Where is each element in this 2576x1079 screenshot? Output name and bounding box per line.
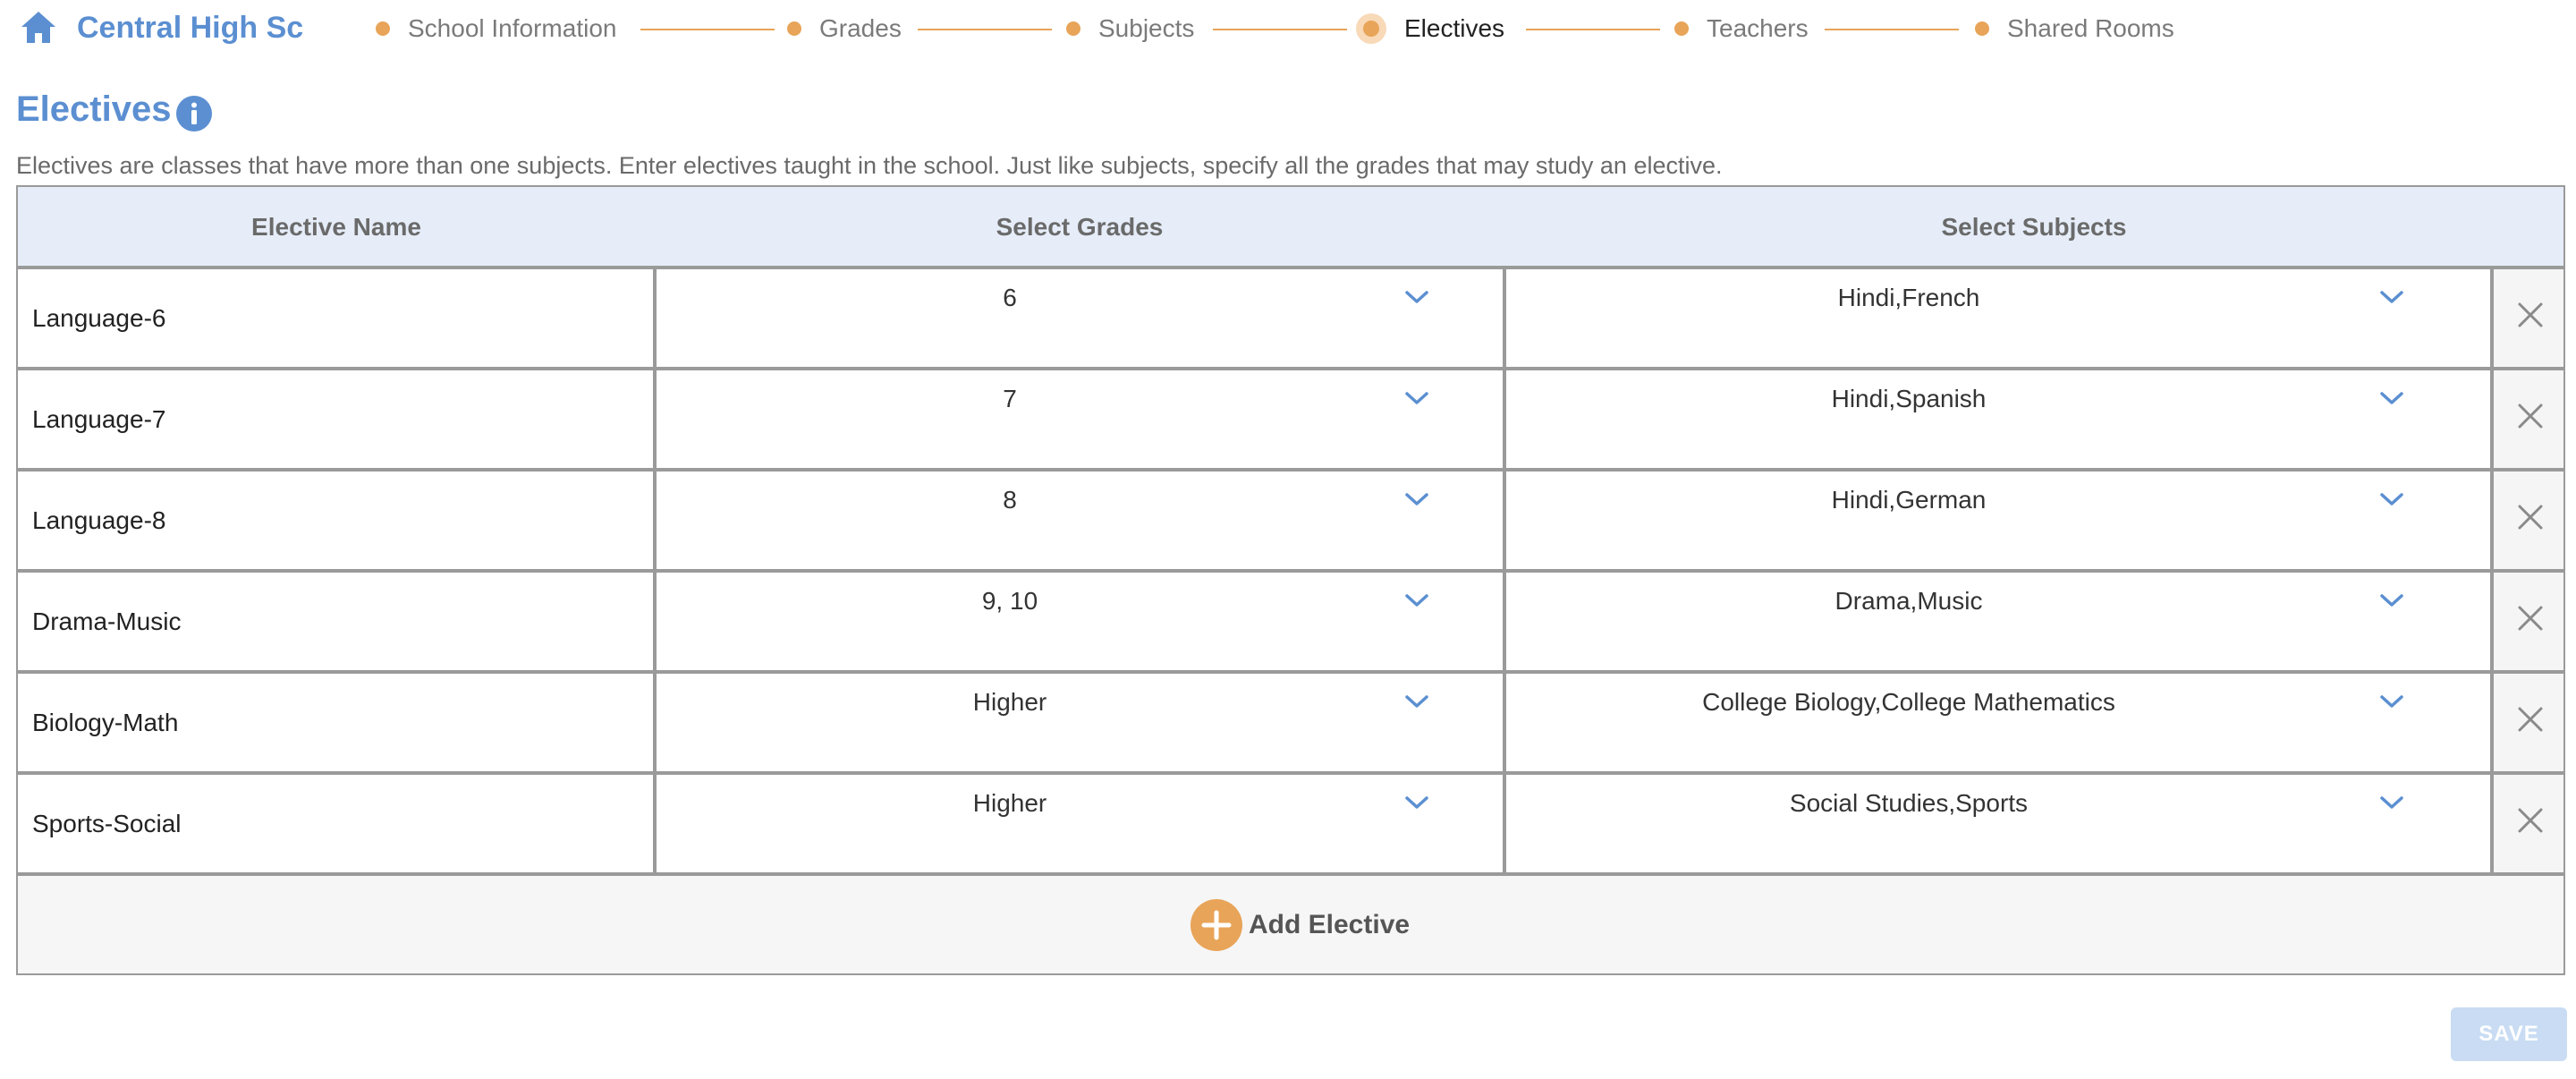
add-elective-row	[16, 874, 2565, 975]
chevron-down-icon[interactable]	[2379, 693, 2404, 709]
top-bar	[0, 0, 2576, 57]
delete-row-button[interactable]	[2490, 470, 2565, 571]
table-row	[16, 369, 2565, 470]
column-header-select-grades: Select Grades	[996, 213, 1164, 241]
step-dot	[1066, 21, 1080, 36]
school-name[interactable]: Central High Sc	[77, 11, 304, 45]
step-label: Shared Rooms	[2007, 14, 2174, 42]
electives-table	[16, 185, 2565, 975]
add-elective-button[interactable]	[1190, 897, 1410, 953]
step-dot	[376, 21, 390, 36]
subjects-select[interactable]	[1503, 369, 2492, 470]
close-icon[interactable]	[2517, 302, 2544, 328]
step-connector	[1825, 29, 1959, 30]
grades-select-value: 8	[1003, 486, 1017, 514]
subjects-select[interactable]	[1503, 268, 2492, 369]
elective-name[interactable]: Language-7	[32, 405, 166, 433]
subjects-select[interactable]	[1503, 773, 2492, 874]
close-icon[interactable]	[2517, 605, 2544, 632]
table-header	[16, 185, 2565, 268]
step-shared-rooms[interactable]	[1975, 13, 2174, 45]
elective-name[interactable]: Language-6	[32, 304, 166, 332]
elective-name-cell[interactable]	[16, 571, 655, 672]
table-row	[16, 773, 2565, 874]
subjects-select[interactable]	[1503, 571, 2492, 672]
grades-select[interactable]	[653, 369, 1504, 470]
table-row	[16, 470, 2565, 571]
elective-name-cell[interactable]	[16, 369, 655, 470]
chevron-down-icon[interactable]	[1404, 693, 1429, 709]
table-row	[16, 672, 2565, 773]
step-connector	[918, 29, 1052, 30]
chevron-down-icon[interactable]	[1404, 289, 1429, 305]
grades-select-value: 7	[1003, 385, 1017, 412]
step-label: Grades	[819, 14, 902, 42]
grades-select[interactable]	[653, 672, 1504, 773]
grades-select[interactable]	[653, 773, 1504, 874]
grades-select-value: 9, 10	[981, 587, 1038, 615]
elective-name-cell[interactable]	[16, 672, 655, 773]
close-icon[interactable]	[2517, 706, 2544, 733]
delete-row-button[interactable]	[2490, 672, 2565, 773]
step-label: School Information	[408, 14, 617, 42]
elective-name-cell[interactable]	[16, 773, 655, 874]
subjects-select-value: Hindi,German	[1831, 486, 1987, 514]
step-label: Teachers	[1707, 14, 1809, 42]
add-elective-label: Add Elective	[1249, 910, 1411, 939]
subjects-select[interactable]	[1503, 470, 2492, 571]
step-connector	[1213, 29, 1347, 30]
step-grades[interactable]	[787, 13, 902, 45]
elective-name[interactable]: Biology-Math	[32, 709, 179, 736]
chevron-down-icon[interactable]	[2379, 794, 2404, 811]
chevron-down-icon[interactable]	[2379, 390, 2404, 406]
subjects-select-value: Drama,Music	[1835, 587, 1983, 615]
subjects-select-value: College Biology,College Mathematics	[1702, 688, 2115, 716]
subjects-select-value: Social Studies,Sports	[1789, 789, 2029, 817]
close-icon[interactable]	[2517, 403, 2544, 429]
grades-select[interactable]	[653, 571, 1504, 672]
save-button[interactable]: SAVE	[2451, 1007, 2567, 1061]
grades-select[interactable]	[653, 268, 1504, 369]
step-label: Subjects	[1098, 14, 1195, 42]
grades-select[interactable]	[653, 470, 1504, 571]
chevron-down-icon[interactable]	[2379, 491, 2404, 507]
delete-row-button[interactable]	[2490, 268, 2565, 369]
elective-name-cell[interactable]	[16, 470, 655, 571]
step-dot-active	[1363, 21, 1379, 37]
chevron-down-icon[interactable]	[1404, 491, 1429, 507]
grades-select-value: 6	[1003, 284, 1017, 311]
step-subjects[interactable]	[1066, 13, 1194, 45]
page-title: Electives	[16, 89, 172, 129]
step-connector	[1526, 29, 1660, 30]
chevron-down-icon[interactable]	[1404, 794, 1429, 811]
chevron-down-icon[interactable]	[2379, 289, 2404, 305]
step-dot	[1975, 21, 1989, 36]
delete-row-button[interactable]	[2490, 571, 2565, 672]
subjects-select-value: Hindi,French	[1837, 284, 1980, 311]
info-icon[interactable]	[175, 95, 213, 132]
close-icon[interactable]	[2517, 807, 2544, 834]
chevron-down-icon[interactable]	[1404, 390, 1429, 406]
close-icon[interactable]	[2517, 504, 2544, 531]
elective-name-cell[interactable]	[16, 268, 655, 369]
plus-circle-icon[interactable]	[1190, 898, 1243, 952]
grades-select-value: Higher	[972, 688, 1047, 716]
subjects-select-value: Hindi,Spanish	[1831, 385, 1987, 412]
step-dot	[787, 21, 801, 36]
column-header-elective-name: Elective Name	[251, 213, 421, 241]
delete-row-button[interactable]	[2490, 773, 2565, 874]
step-electives[interactable]	[1356, 13, 1504, 45]
table-row	[16, 268, 2565, 369]
grades-select-value: Higher	[972, 789, 1047, 817]
column-header-select-subjects: Select Subjects	[1941, 213, 2127, 241]
subjects-select[interactable]	[1503, 672, 2492, 773]
step-teachers[interactable]	[1674, 13, 1809, 45]
step-label: Electives	[1404, 14, 1505, 42]
page-description: Electives are classes that have more than one subjects. Enter electives taught in the school. Just like subjects, specify all the grades that may study an elective.	[16, 152, 1723, 179]
elective-name[interactable]: Drama-Music	[32, 607, 182, 635]
chevron-down-icon[interactable]	[1404, 592, 1429, 608]
table-row	[16, 571, 2565, 672]
elective-name[interactable]: Sports-Social	[32, 810, 182, 837]
elective-name[interactable]: Language-8	[32, 506, 166, 534]
chevron-down-icon[interactable]	[2379, 592, 2404, 608]
delete-row-button[interactable]	[2490, 369, 2565, 470]
wizard-stepper	[0, 0, 2576, 57]
step-dot	[1674, 21, 1689, 36]
step-school-information[interactable]	[376, 13, 616, 45]
step-connector	[640, 29, 775, 30]
